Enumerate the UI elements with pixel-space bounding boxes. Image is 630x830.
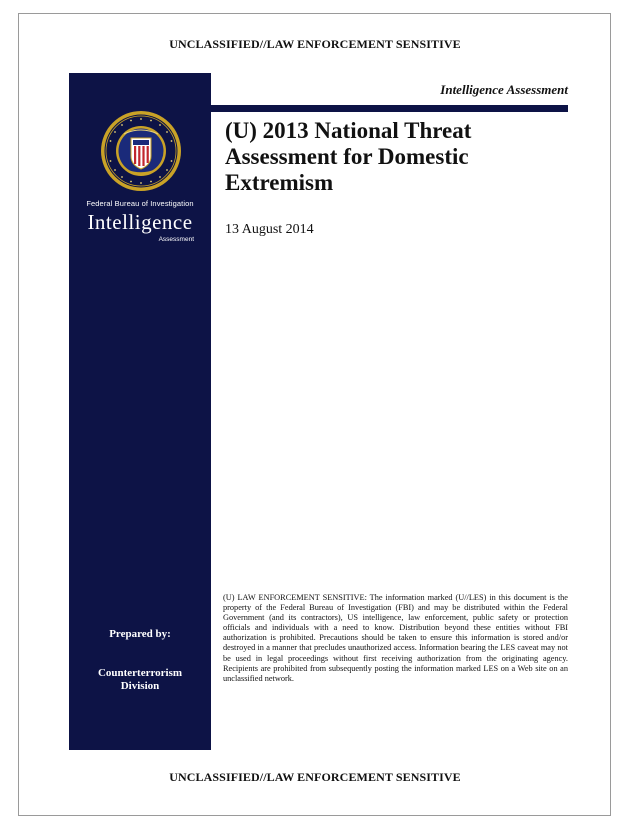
division-line-1: Counterterrorism (97, 667, 183, 679)
header-rule (211, 105, 568, 112)
prepared-by-label: Prepared by: (109, 628, 171, 640)
document-type-label: Intelligence Assessment (440, 82, 568, 97)
classification-banner-top: UNCLASSIFIED//LAW ENFORCEMENT SENSITIVE (169, 37, 461, 51)
document-title (225, 118, 555, 196)
title-line-2: Assessment for Domestic (225, 144, 469, 169)
sidebar-panel (69, 73, 211, 750)
division-line-2: Division (120, 680, 160, 692)
title-line-3: Extremism (225, 170, 334, 195)
agency-name: Federal Bureau of Investigation (86, 199, 194, 208)
division-name (69, 667, 211, 693)
classification-banner-bottom: UNCLASSIFIED//LAW ENFORCEMENT SENSITIVE (169, 770, 461, 784)
fbi-seal-icon (100, 110, 182, 192)
title-line-1: (U) 2013 National Threat (225, 118, 472, 143)
intelligence-wordmark: Intelligence (87, 210, 193, 234)
handling-notice: (U) LAW ENFORCEMENT SENSITIVE: The information marked (U//LES) in this document is the property of the Federal Bureau of Investigation (FBI) and may be distributed within the Federal Government (and its contractors), US intelligence, law enforcement, public safety or protection officials and individuals with a need to know. Distribution beyond these entities without FBI authorization is prohibited. Precautions should be taken to ensure this information is stored and/or destroyed in a manner that precludes unauthorized access. Information bearing the LES caveat may not be used in legal proceedings without first receiving authorization from the originating agency. Recipients are prohibited from subsequently posting the information marked LES on a Web site on an unclassified network. (223, 593, 568, 683)
document-date: 13 August 2014 (225, 222, 314, 237)
assessment-subword: Assessment (158, 236, 194, 243)
